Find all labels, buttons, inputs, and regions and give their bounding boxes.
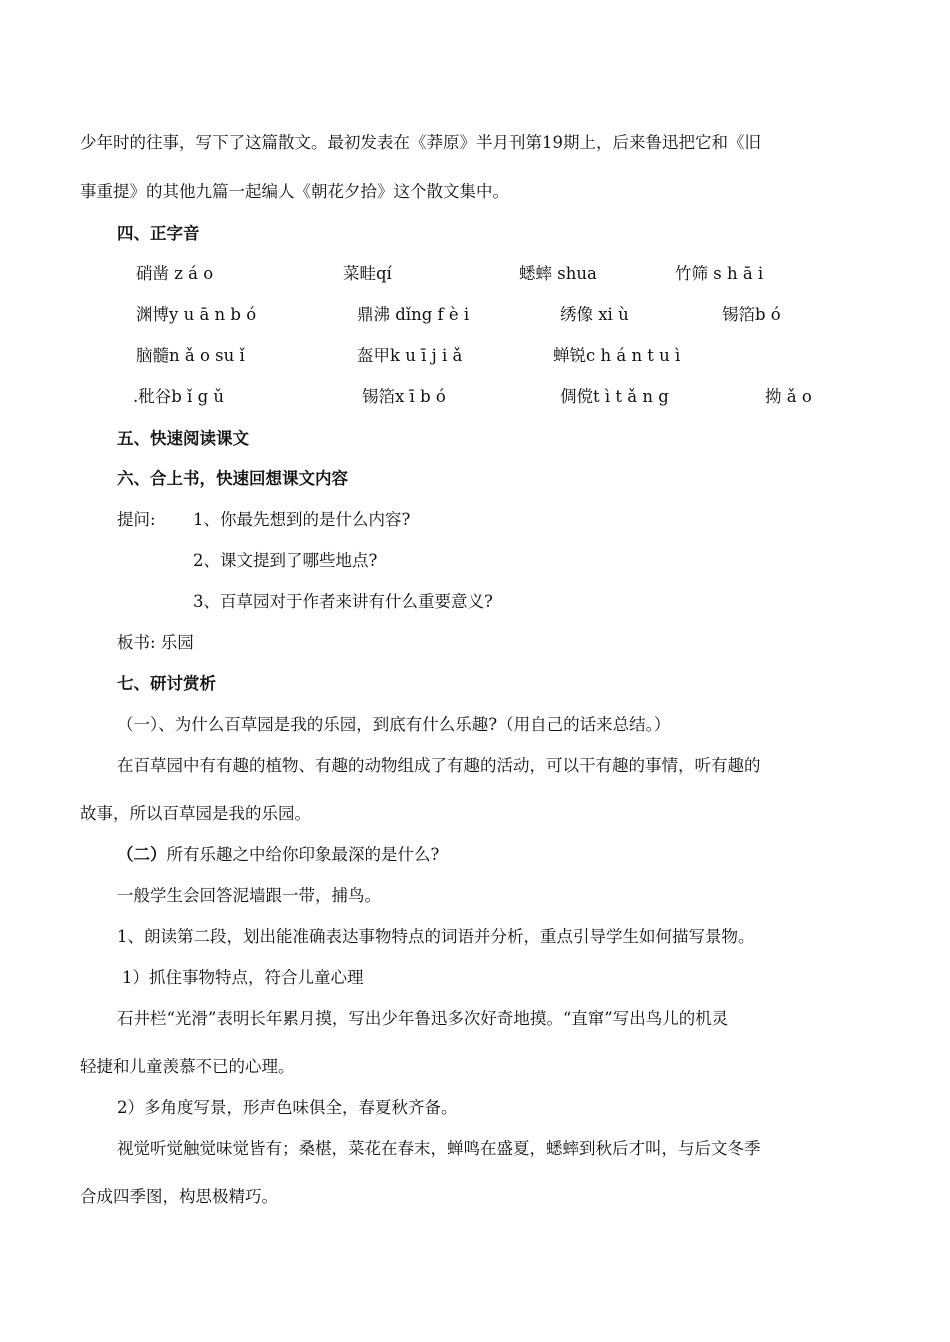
pinyin-item: 锡箔b ó bbox=[722, 305, 781, 324]
question-1: 1、你最先想到的是什么内容? bbox=[193, 510, 411, 529]
part-1-answer-line-1: 在百草园中有有趣的植物、有趣的动物组成了有趣的活动，可以干有趣的事情，听有趣的 bbox=[117, 756, 761, 775]
pinyin-item: .秕谷b ǐ g ǔ bbox=[133, 387, 225, 406]
sub-1-line-2: 轻捷和儿童羡慕不已的心理。 bbox=[80, 1057, 295, 1076]
part-2-label: （二） bbox=[117, 845, 167, 864]
pinyin-item: 脑髓n ǎ o su ǐ bbox=[136, 346, 245, 365]
pinyin-item: 绣像 xi ù bbox=[560, 305, 629, 324]
pinyin-item: 菜畦qí bbox=[343, 264, 392, 283]
sub-1-heading: 1）抓住事物特点，符合儿童心理 bbox=[122, 968, 364, 987]
sub-1-line-1: 石井栏“光滑”表明长年累月摸，写出少年鲁迅多次好奇地摸。“直窜”写出鸟儿的机灵 bbox=[117, 1009, 729, 1028]
point-1: 1、朗读第二段，划出能准确表达事物特点的词语并分析，重点引导学生如何描写景物。 bbox=[117, 927, 755, 946]
sub-2-line-1: 视觉听觉触觉味觉皆有；桑椹，菜花在春末，蝉鸣在盛夏，蟋蟀到秋后才叫，与后文冬季 bbox=[117, 1139, 761, 1158]
pinyin-item: 竹筛 s h ā i bbox=[675, 264, 764, 283]
question-2: 2、课文提到了哪些地点? bbox=[193, 551, 378, 570]
pinyin-item: 倜傥t ì t ǎ n g bbox=[560, 387, 669, 406]
board-note: 板书: 乐园 bbox=[117, 633, 194, 652]
pinyin-item: 锡箔x ī b ó bbox=[362, 387, 446, 406]
intro-line-2: 事重提》的其他九篇一起编人《朝花夕拾》这个散文集中。 bbox=[80, 182, 509, 201]
part-2-question bbox=[117, 843, 439, 867]
pinyin-item: 硝凿 z á o bbox=[136, 264, 214, 283]
pinyin-item: 盔甲k u ī j i ǎ bbox=[357, 346, 463, 365]
pinyin-item: 蝉锐c h á n t u ì bbox=[553, 346, 681, 365]
part-1-question: （一）、为什么百草园是我的乐园，到底有什么乐趣?（用自己的话来总结。） bbox=[117, 715, 671, 734]
part-2-answer: 一般学生会回答泥墙跟一带，捕鸟。 bbox=[117, 886, 381, 905]
pinyin-item: 蟋蟀 shua bbox=[519, 264, 597, 283]
intro-line-1: 少年时的往事，写下了这篇散文。最初发表在《莽原》半月刊第19期上，后来鲁迅把它和《旧 bbox=[80, 133, 761, 152]
pinyin-item: 鼎沸 dǐng f è i bbox=[357, 305, 470, 324]
section-5-heading: 五、快速阅读课文 bbox=[117, 429, 249, 448]
question-3: 3、百草园对于作者来讲有什么重要意义? bbox=[193, 592, 493, 611]
part-2-question-text: 所有乐趣之中给你印象最深的是什么? bbox=[166, 845, 440, 864]
section-6-heading: 六、合上书，快速回想课文内容 bbox=[117, 469, 348, 488]
sub-2-line-2: 合成四季图，构思极精巧。 bbox=[80, 1187, 278, 1206]
question-label: 提问: bbox=[117, 510, 156, 529]
sub-2-heading: 2）多角度写景，形声色味俱全，春夏秋齐备。 bbox=[117, 1098, 458, 1117]
section-4-heading: 四、正字音 bbox=[117, 224, 200, 243]
pinyin-item: 拗 ǎ o bbox=[765, 387, 812, 406]
section-7-heading: 七、研讨赏析 bbox=[117, 674, 216, 693]
pinyin-item: 渊博y u ā n b ó bbox=[136, 305, 257, 324]
part-1-answer-line-2: 故事，所以百草园是我的乐园。 bbox=[80, 804, 311, 823]
